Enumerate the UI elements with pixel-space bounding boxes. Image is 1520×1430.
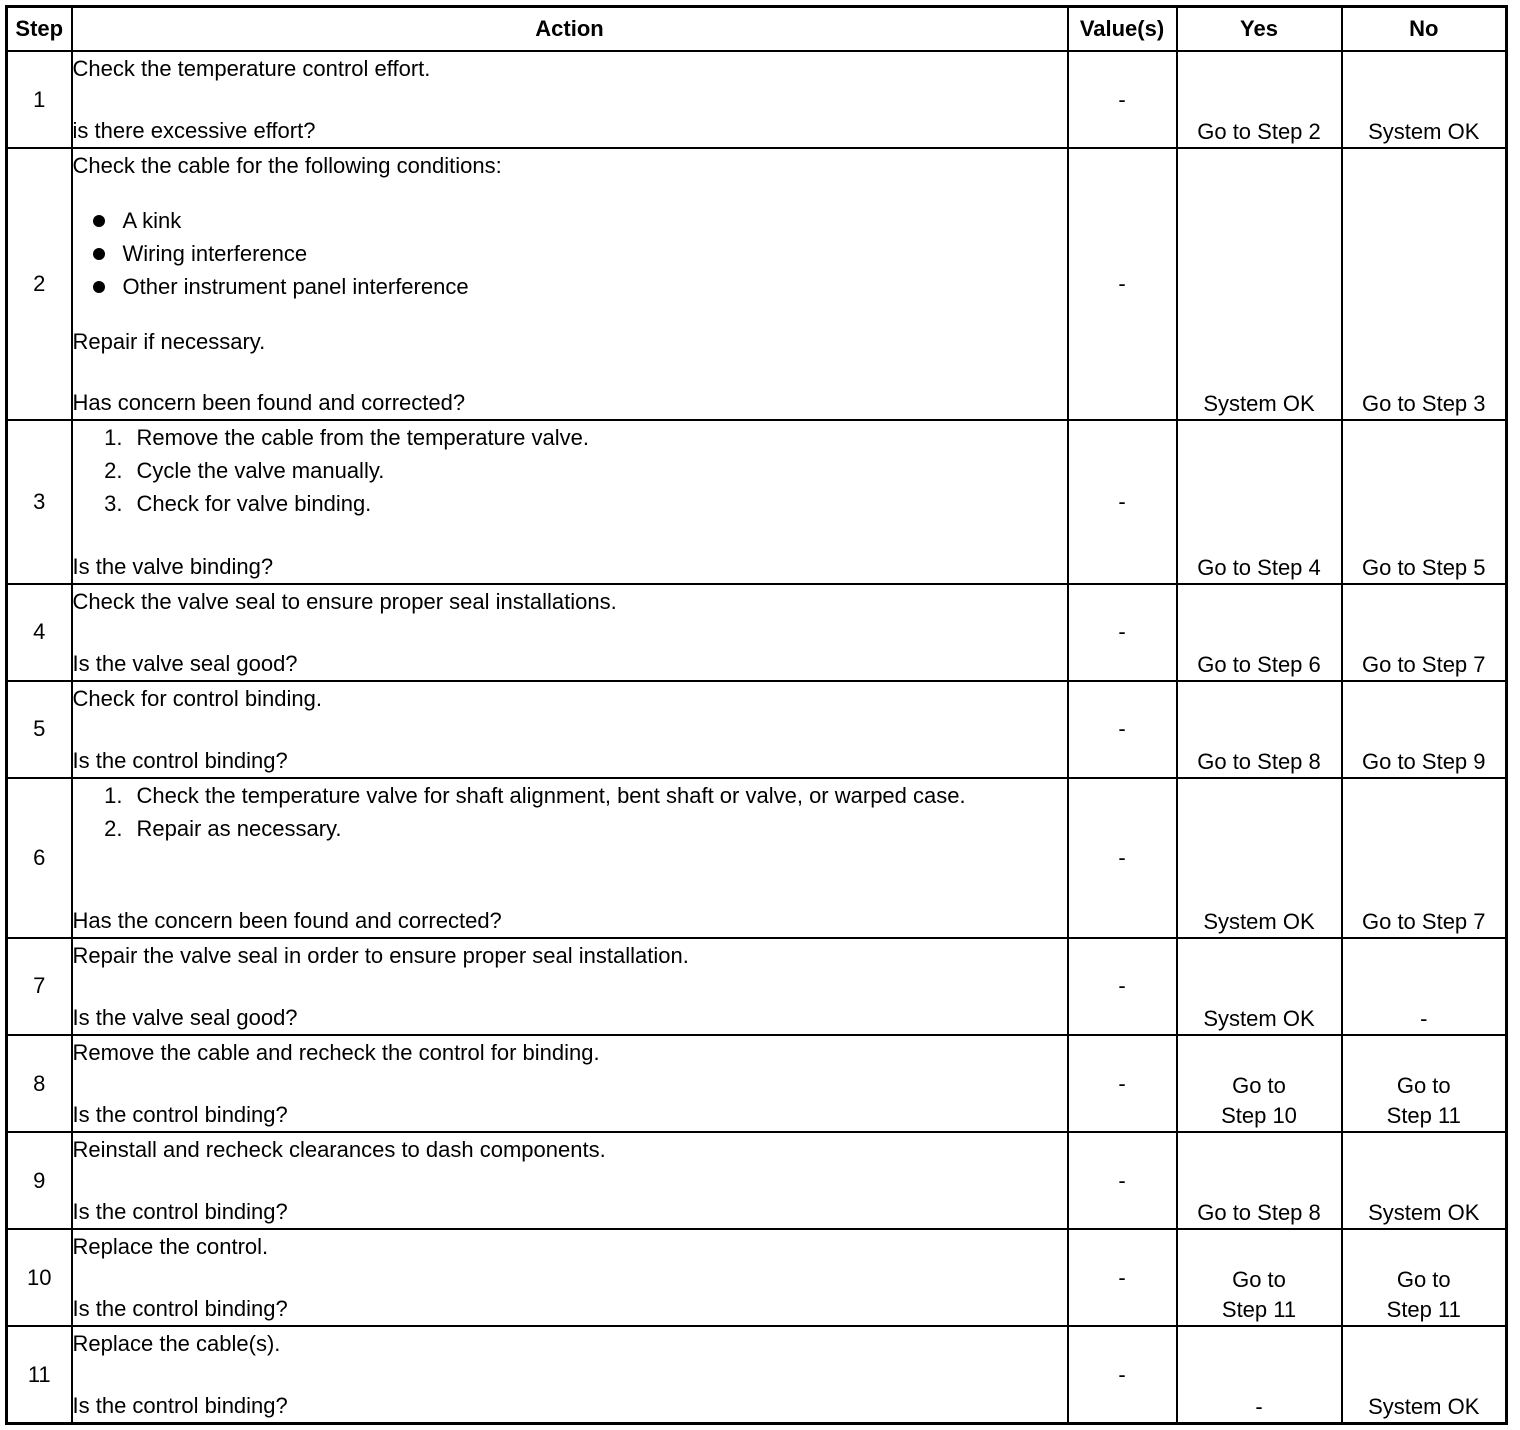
table-row bbox=[7, 420, 1507, 583]
yes-result: - bbox=[1177, 1326, 1342, 1423]
procedure-number: 2. bbox=[104, 458, 123, 484]
no-result: Go to Step 7 bbox=[1342, 584, 1507, 681]
action-question: Is the control binding? bbox=[72, 1102, 288, 1128]
table-row bbox=[7, 938, 1507, 1035]
procedure-list bbox=[73, 779, 1067, 845]
action-question: Has the concern been found and corrected? bbox=[72, 907, 502, 933]
action-instructions bbox=[73, 1133, 1067, 1166]
yes-result: Go to Step 4 bbox=[1177, 420, 1342, 583]
value-cell: - bbox=[1068, 1132, 1177, 1229]
step-number: 11 bbox=[7, 1326, 72, 1423]
spacer bbox=[73, 303, 1067, 325]
action-question: Is the control binding? bbox=[72, 1393, 288, 1418]
procedure-item bbox=[87, 487, 1067, 520]
action-intro: Check the cable for the following conditions: bbox=[72, 153, 502, 179]
table-row bbox=[7, 778, 1507, 938]
table-row bbox=[7, 1229, 1507, 1326]
yes-result: Go to Step 6 bbox=[1177, 584, 1342, 681]
no-result: Go to Step 7 bbox=[1342, 778, 1507, 938]
action-instructions bbox=[73, 1327, 1067, 1360]
procedure-item bbox=[87, 421, 1067, 454]
action-content bbox=[73, 939, 1067, 1034]
action-question: Is the control binding? bbox=[72, 1296, 288, 1322]
action-intro: Check the valve seal to ensure proper seal installations. bbox=[72, 588, 617, 614]
procedure-number: 1. bbox=[104, 782, 123, 808]
action-instructions bbox=[73, 1036, 1067, 1069]
procedure-item bbox=[87, 812, 1067, 845]
step-number: 1 bbox=[7, 51, 72, 148]
header-yes: Yes bbox=[1177, 7, 1342, 52]
header-values: Value(s) bbox=[1068, 7, 1177, 52]
action-note: Repair if necessary. bbox=[72, 329, 266, 355]
procedure-item bbox=[87, 779, 1067, 812]
yes-result: Go to Step 11 bbox=[1177, 1229, 1342, 1326]
action-cell bbox=[72, 1132, 1068, 1229]
action-intro: Replace the cable(s). bbox=[72, 1331, 281, 1357]
table-row bbox=[7, 1326, 1507, 1423]
condition-list bbox=[73, 204, 1067, 303]
condition-item: Wiring interference bbox=[91, 237, 1067, 270]
value-cell: - bbox=[1068, 1326, 1177, 1423]
header-row bbox=[7, 7, 1507, 52]
value-cell: - bbox=[1068, 420, 1177, 583]
value-cell: - bbox=[1068, 1229, 1177, 1326]
table-row bbox=[7, 1132, 1507, 1229]
procedure-number: 2. bbox=[104, 815, 123, 841]
action-instructions bbox=[73, 52, 1067, 85]
table-row bbox=[7, 148, 1507, 420]
table-row bbox=[7, 51, 1507, 148]
step-number: 2 bbox=[7, 148, 72, 420]
step-number: 5 bbox=[7, 681, 72, 778]
condition-item: A kink bbox=[91, 204, 1067, 237]
action-cell bbox=[72, 148, 1068, 420]
action-intro: Replace the control. bbox=[72, 1234, 269, 1260]
no-result: Go to Step 5 bbox=[1342, 420, 1507, 583]
header-step: Step bbox=[7, 7, 72, 52]
table-row bbox=[7, 584, 1507, 681]
action-cell bbox=[72, 1035, 1068, 1132]
action-intro: Remove the cable and recheck the control for binding. bbox=[72, 1040, 600, 1066]
step-number: 8 bbox=[7, 1035, 72, 1132]
action-instructions bbox=[73, 939, 1067, 972]
action-cell bbox=[72, 420, 1068, 583]
action-content bbox=[73, 779, 1067, 937]
no-result: Go to Step 11 bbox=[1342, 1035, 1507, 1132]
action-cell bbox=[72, 681, 1068, 778]
no-result: Go to Step 9 bbox=[1342, 681, 1507, 778]
action-question: Is the valve seal good? bbox=[72, 650, 298, 676]
no-result: Go to Step 11 bbox=[1342, 1229, 1507, 1326]
action-content bbox=[73, 1230, 1067, 1325]
action-content bbox=[73, 421, 1067, 582]
action-content bbox=[73, 1036, 1067, 1131]
action-instructions bbox=[73, 149, 1067, 358]
yes-result: Go to Step 10 bbox=[1177, 1035, 1342, 1132]
no-result: System OK bbox=[1342, 1132, 1507, 1229]
table-row bbox=[7, 1035, 1507, 1132]
table-row bbox=[7, 681, 1507, 778]
procedure-number: 3. bbox=[104, 491, 123, 517]
action-question: Is the valve seal good? bbox=[72, 1005, 298, 1031]
step-number: 3 bbox=[7, 420, 72, 583]
action-cell bbox=[72, 51, 1068, 148]
value-cell: - bbox=[1068, 1035, 1177, 1132]
value-cell: - bbox=[1068, 778, 1177, 938]
value-cell: - bbox=[1068, 938, 1177, 1035]
action-intro: Reinstall and recheck clearances to dash components. bbox=[72, 1137, 606, 1163]
step-number: 6 bbox=[7, 778, 72, 938]
no-result: Go to Step 3 bbox=[1342, 148, 1507, 420]
step-number: 4 bbox=[7, 584, 72, 681]
step-number: 10 bbox=[7, 1229, 72, 1326]
action-cell bbox=[72, 938, 1068, 1035]
diagnostic-table bbox=[5, 5, 1508, 1425]
action-instructions bbox=[73, 421, 1067, 520]
condition-item: Other instrument panel interference bbox=[91, 270, 1067, 303]
value-cell: - bbox=[1068, 51, 1177, 148]
action-content bbox=[73, 585, 1067, 680]
procedure-list bbox=[73, 421, 1067, 520]
action-question: Has concern been found and corrected? bbox=[72, 390, 466, 416]
action-cell bbox=[72, 1229, 1068, 1326]
action-content bbox=[73, 682, 1067, 777]
value-cell: - bbox=[1068, 584, 1177, 681]
action-instructions bbox=[73, 585, 1067, 618]
action-question: Is the control binding? bbox=[72, 747, 288, 773]
action-content bbox=[73, 1327, 1067, 1422]
procedure-text: Repair as necessary. bbox=[136, 815, 342, 841]
yes-result: System OK bbox=[1177, 778, 1342, 938]
action-cell bbox=[72, 584, 1068, 681]
no-result: - bbox=[1342, 938, 1507, 1035]
action-intro: Check for control binding. bbox=[72, 685, 322, 711]
action-question: Is the control binding? bbox=[72, 1199, 288, 1225]
yes-result: Go to Step 2 bbox=[1177, 51, 1342, 148]
action-content bbox=[73, 149, 1067, 419]
action-intro: Check the temperature control effort. bbox=[72, 56, 431, 81]
action-question: Is the valve binding? bbox=[72, 553, 274, 579]
procedure-text: Remove the cable from the temperature valve. bbox=[136, 425, 589, 451]
step-number: 9 bbox=[7, 1132, 72, 1229]
procedure-item bbox=[87, 454, 1067, 487]
action-instructions bbox=[73, 682, 1067, 715]
step-number: 7 bbox=[7, 938, 72, 1035]
action-instructions bbox=[73, 1230, 1067, 1263]
spacer bbox=[73, 182, 1067, 204]
header-no: No bbox=[1342, 7, 1507, 52]
yes-result: Go to Step 8 bbox=[1177, 1132, 1342, 1229]
action-cell bbox=[72, 1326, 1068, 1423]
action-cell bbox=[72, 778, 1068, 938]
no-result: System OK bbox=[1342, 1326, 1507, 1423]
procedure-text: Check the temperature valve for shaft alignment, bent shaft or valve, or warped case. bbox=[136, 782, 966, 808]
action-content bbox=[73, 1133, 1067, 1228]
value-cell: - bbox=[1068, 148, 1177, 420]
yes-result: System OK bbox=[1177, 938, 1342, 1035]
procedure-number: 1. bbox=[104, 425, 123, 451]
action-instructions bbox=[73, 779, 1067, 845]
yes-result: Go to Step 8 bbox=[1177, 681, 1342, 778]
action-question: is there excessive effort? bbox=[72, 118, 316, 144]
procedure-text: Cycle the valve manually. bbox=[136, 458, 385, 484]
procedure-text: Check for valve binding. bbox=[136, 491, 372, 517]
yes-result: System OK bbox=[1177, 148, 1342, 420]
action-intro: Repair the valve seal in order to ensure proper seal installation. bbox=[72, 942, 689, 968]
no-result: System OK bbox=[1342, 51, 1507, 148]
action-content bbox=[73, 52, 1067, 147]
header-action: Action bbox=[72, 7, 1068, 52]
value-cell: - bbox=[1068, 681, 1177, 778]
